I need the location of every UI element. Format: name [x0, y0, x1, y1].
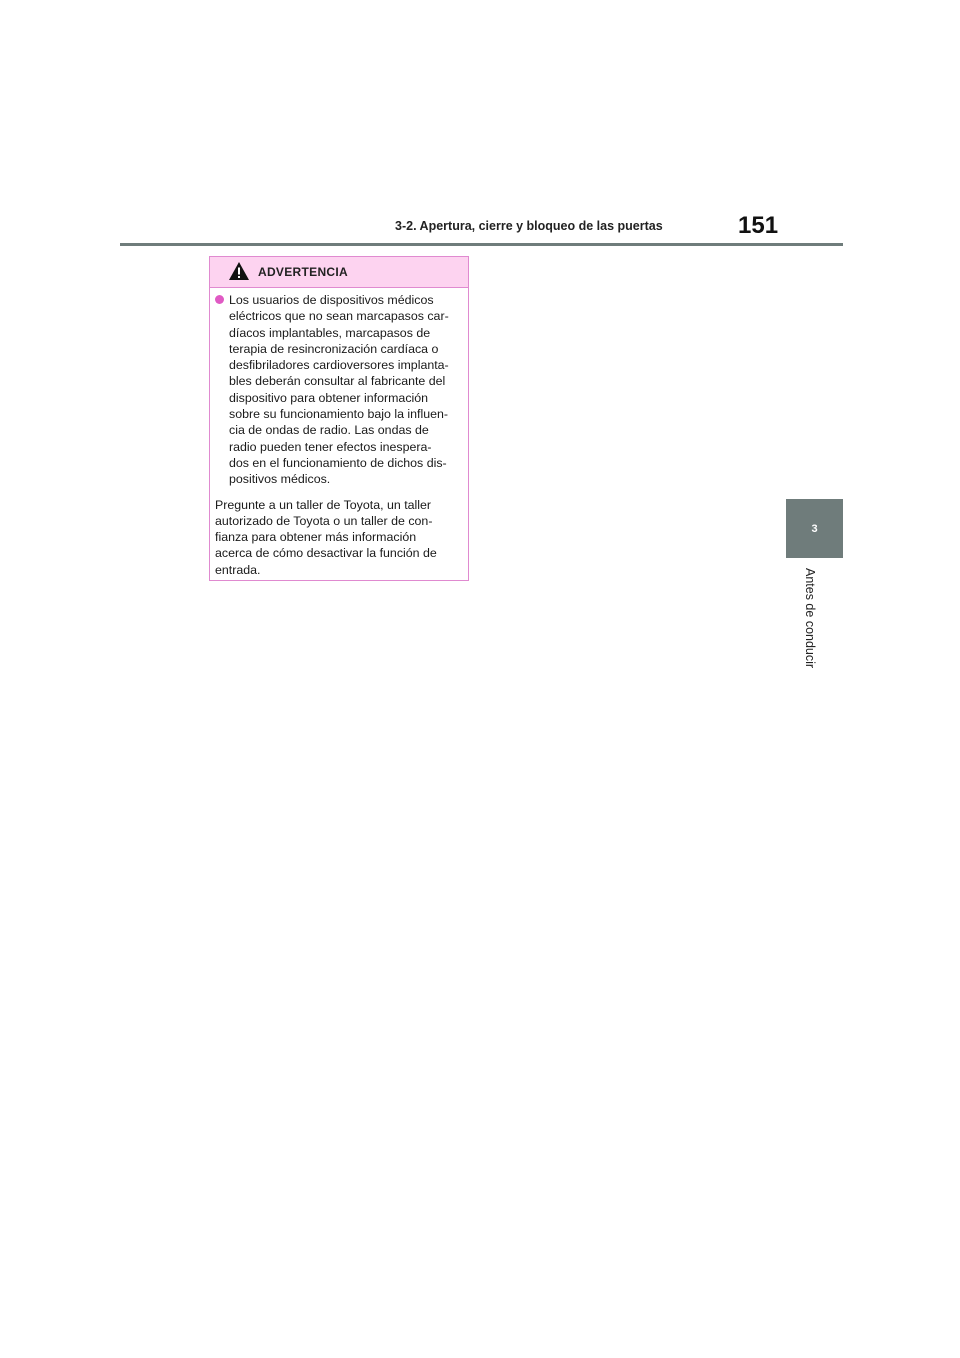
warning-title: ADVERTENCIA [258, 265, 348, 279]
text-line: acerca de cómo desactivar la función de [215, 546, 437, 561]
text-line: entrada. [215, 562, 261, 577]
text-line: autorizado de Toyota o un taller de con- [215, 513, 433, 528]
section-title: 3-2. Apertura, cierre y bloqueo de las puertas [395, 219, 663, 233]
text-line: dispositivo para obtener información [229, 390, 429, 405]
text-line: eléctricos que no sean marcapasos car- [229, 309, 449, 324]
text-line: radio pueden tener efectos inespera- [229, 439, 432, 454]
text-line: Los usuarios de dispositivos médicos [229, 293, 434, 307]
warning-bullet-text [229, 292, 460, 488]
text-line: positivos médicos. [229, 472, 331, 487]
text-line: díacos implantables, marcapasos de [229, 325, 431, 340]
text-line: dos en el funcionamiento de dichos dis- [229, 455, 447, 470]
warning-triangle-icon [228, 261, 250, 281]
chapter-number: 3 [811, 522, 818, 535]
chapter-side-label: Antes de conducir [803, 568, 817, 669]
text-line: desfibriladores cardioversores implanta- [229, 358, 449, 373]
warning-paragraph [215, 497, 460, 578]
warning-bullet-item [215, 292, 460, 488]
warning-box [209, 256, 469, 581]
text-line: sobre su funcionamiento bajo la influen- [229, 407, 449, 422]
chapter-tab [786, 499, 843, 558]
text-line: fianza para obtener más información [215, 530, 417, 545]
bullet-dot-icon [215, 295, 224, 304]
page-number: 151 [738, 212, 779, 239]
text-line: bles deberán consultar al fabricante del [229, 374, 446, 389]
text-line: cia de ondas de radio. Las ondas de [229, 423, 429, 438]
text-line: terapia de resincronización cardíaca o [229, 341, 439, 356]
warning-header [210, 257, 468, 288]
text-line: Pregunte a un taller de Toyota, un taller [215, 497, 432, 512]
warning-body [210, 288, 468, 578]
header-divider [120, 243, 843, 246]
